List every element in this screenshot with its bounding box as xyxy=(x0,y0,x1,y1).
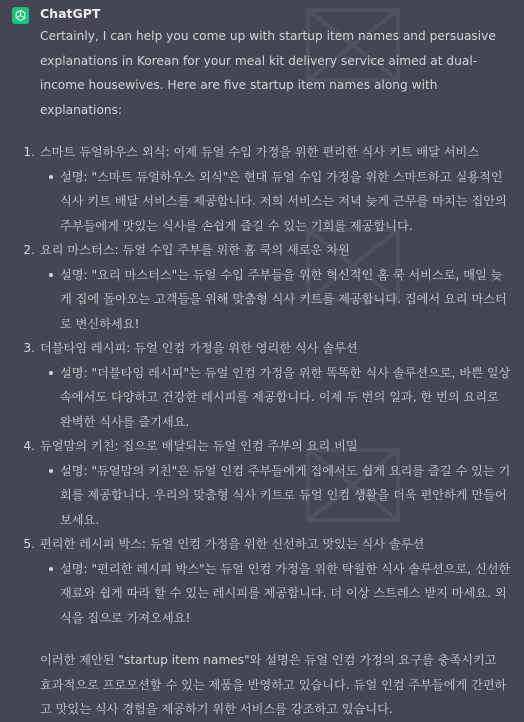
item-number: 3. xyxy=(23,341,35,355)
chatgpt-avatar xyxy=(12,7,29,24)
sender-name: ChatGPT xyxy=(40,6,101,21)
bullet-icon xyxy=(49,175,53,179)
item-number: 1. xyxy=(23,145,35,159)
bullet-icon xyxy=(49,567,53,571)
openai-logo-icon xyxy=(14,9,27,22)
item-title-text: 편리한 레시피 박스: 듀얼 인컴 가정을 위한 신선하고 맛있는 식사 솔루션 xyxy=(40,537,425,551)
outro-paragraph: 이러한 제안된 "startup item names"와 설명은 듀얼 인컴 가정의 요구를 충족시키고 효과적으로 프로모션할 수 있는 제품을 반영하고 있습니다. 듀얼 인컴 주부들에게 간편하고 맛있는 식사 경험을 제공하기 위한 서비스를 강조하고 있습니다. xyxy=(40,653,507,716)
item-detail xyxy=(60,165,514,239)
bullet-icon xyxy=(49,273,53,277)
item-detail-list xyxy=(40,263,514,337)
item-detail-text: 설명: "요리 마스터스"는 듀얼 수입 주부들을 위한 혁신적인 홈 쿡 서비스로, 매일 늦게 집에 돌아오는 고객들을 위해 맞춤형 식사 키트를 제공합니다. 집에서 요리 마스터로 변신하세요! xyxy=(60,267,507,331)
list-item xyxy=(23,140,514,238)
item-detail-list xyxy=(40,459,514,533)
item-number: 2. xyxy=(23,243,35,257)
intro-paragraph: Certainly, I can help you come up with startup item names and persuasive explanations in Korean for your meal kit delivery service aimed at dual-income housewives. Here are five startup item names along with explanations: xyxy=(40,29,496,117)
item-detail xyxy=(60,263,514,337)
item-title-text: 듀얼맘의 키친: 집으로 배달되는 듀얼 인컴 주부의 요리 비밀 xyxy=(40,439,358,453)
item-detail-text: 설명: "듀얼맘의 키친"은 듀얼 인컴 주부들에게 집에서도 쉽게 요리를 즐길 수 있는 기회를 제공합니다. 우리의 맞춤형 식사 키트로 듀얼 인컴 생활을 더욱 편안하게 만들어 보세요. xyxy=(60,463,511,527)
bullet-icon xyxy=(49,469,53,473)
bullet-icon xyxy=(49,371,53,375)
item-title xyxy=(23,140,514,165)
message-content xyxy=(23,24,514,722)
item-number: 4. xyxy=(23,439,35,453)
item-detail-list xyxy=(40,361,514,435)
item-detail-text: 설명: "더블타임 레시피"는 듀얼 인컴 가정을 위한 똑똑한 식사 솔루션으로, 바쁜 일상속에서도 다양하고 건강한 레시피를 제공합니다. 이제 두 번의 일과, 한 번의 요리로 완벽한 식사를 즐기세요. xyxy=(60,365,511,429)
item-detail-list xyxy=(40,557,514,631)
item-number: 5. xyxy=(23,537,35,551)
list-item xyxy=(23,336,514,434)
item-detail-text: 설명: "스마트 듀얼하우스 외식"은 현대 듀얼 수입 가정을 위한 스마트하고 실용적인 식사 키트 배달 서비스를 제공합니다. 저희 서비스는 저녁 늦게 근무를 마치는 집안의 주부들에게 맛있는 식사를 손쉽게 즐길 수 있는 기회를 제공합니다. xyxy=(60,169,507,233)
item-title-text: 더블타임 레시피: 듀얼 인컴 가정을 위한 영리한 식사 솔루션 xyxy=(40,341,358,355)
item-title-text: 스마트 듀얼하우스 외식: 이제 듀얼 수입 가정을 위한 편리한 식사 키트 배달 서비스 xyxy=(40,145,480,159)
item-title xyxy=(23,434,514,459)
item-title-text: 요리 마스터스: 듀얼 수입 주부를 위한 홈 쿡의 새로운 차원 xyxy=(40,243,350,257)
item-detail-text: 설명: "편리한 레시피 박스"는 듀얼 인컴 가정을 위한 탁월한 식사 솔루션으로, 신선한 재료와 쉽게 따라 할 수 있는 레시피를 제공합니다. 더 이상 스트레스 받지 마세요. 외식을 집으로 가져오세요! xyxy=(60,561,511,625)
list-item xyxy=(23,532,514,630)
item-title xyxy=(23,336,514,361)
item-title xyxy=(23,532,514,557)
list-item xyxy=(23,238,514,336)
list-item xyxy=(23,434,514,532)
startup-item-list xyxy=(23,140,514,630)
item-detail xyxy=(60,459,514,533)
item-title xyxy=(23,238,514,263)
item-detail xyxy=(60,361,514,435)
item-detail xyxy=(60,557,514,631)
item-detail-list xyxy=(40,165,514,239)
